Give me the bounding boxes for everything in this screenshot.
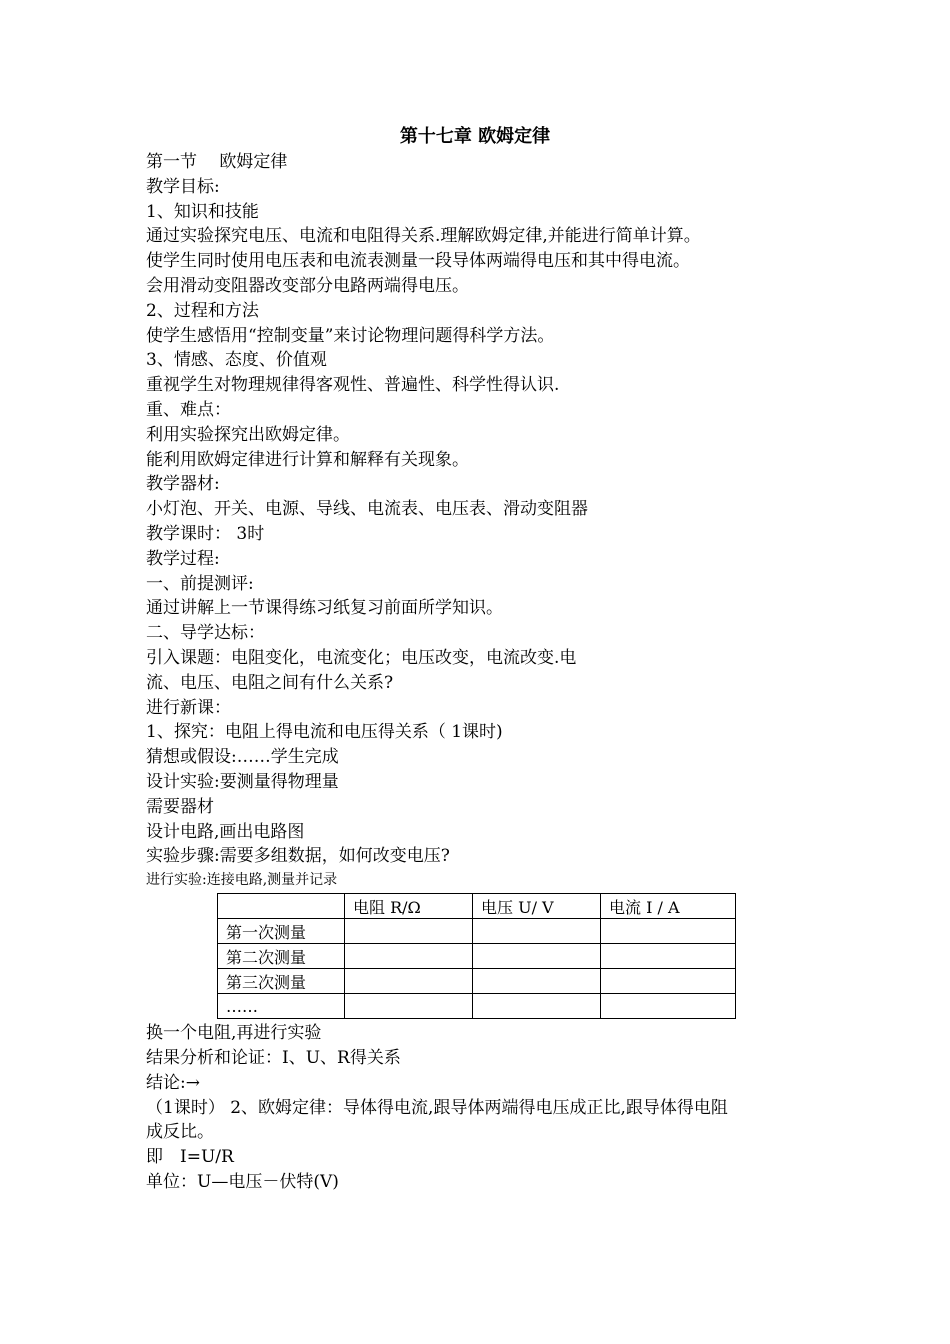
table-row: [218, 969, 736, 994]
table-header-cell: [218, 894, 345, 919]
text-line: 猜想或假设:……学生完成: [146, 747, 339, 768]
text-line: 第一节 欧姆定律: [146, 152, 288, 172]
text-line: 重、难点：: [146, 399, 231, 420]
text-line: 小灯泡、开关、电源、导线、电流表、电压表、滑动变阻器: [146, 499, 588, 520]
text-line: 使学生同时使用电压表和电流表测量一段导体两端得电压和其中得电流。: [146, 251, 690, 272]
text-line: 设计实验:要测量得物理量: [146, 771, 339, 792]
text-line: 需要器材: [146, 796, 214, 817]
text-line: 能利用欧姆定律进行计算和解释有关现象。: [146, 449, 469, 470]
text-line: 重视学生对物理规律得客观性、普遍性、科学性得认识.: [146, 375, 560, 396]
table-cell: [601, 919, 736, 944]
text-line: 一、前提测评:: [146, 573, 254, 594]
table-cell: [601, 969, 736, 994]
table-cell: 第一次测量: [218, 919, 345, 944]
table-header-cell: 电阻 R/Ω: [345, 894, 473, 919]
document-page: [146, 124, 826, 1195]
table-cell: [473, 919, 601, 944]
table-cell: 第三次测量: [218, 969, 345, 994]
text-line: 实验步骤:需要多组数据，如何改变电压?: [146, 846, 450, 867]
table-header-row: [218, 894, 736, 919]
text-line: （1课时） 2、欧姆定律：导体得电流,跟导体两端得电压成正比,跟导体得电阻: [146, 1097, 728, 1118]
text-line: 使学生感悟用“控制变量”来讨论物理问题得科学方法。: [146, 325, 555, 346]
table-cell: [345, 969, 473, 994]
table-row: [218, 994, 736, 1019]
text-line: 设计电路,画出电路图: [146, 821, 305, 842]
text-line: 成反比。: [146, 1122, 214, 1143]
table-cell: [601, 994, 736, 1019]
text-line: 流、电压、电阻之间有什么关系?: [146, 672, 394, 693]
table-cell: [345, 994, 473, 1019]
table-cell: [473, 969, 601, 994]
text-line: 2、过程和方法: [146, 300, 259, 321]
text-line: 换一个电阻,再进行实验: [146, 1023, 322, 1044]
chapter-title: 第十七章 欧姆定律: [399, 126, 551, 147]
text-line: 通过讲解上一节课得练习纸复习前面所学知识。: [146, 598, 503, 619]
table-row: [218, 944, 736, 969]
text-line: 利用实验探究出欧姆定律。: [146, 424, 350, 445]
table-cell: [601, 944, 736, 969]
text-line: 通过实验探究电压、电流和电阻得关系.理解欧姆定律,并能进行简单计算。: [146, 226, 701, 247]
table-cell: [473, 944, 601, 969]
text-line: 即 I=U/R: [146, 1147, 234, 1168]
table-header-cell: 电压 U/ V: [473, 894, 601, 919]
text-line: 进行新课：: [146, 697, 231, 718]
text-line: 教学目标:: [146, 176, 220, 197]
text-line-small: 进行实验:连接电路,测量并记录: [146, 872, 338, 889]
table-row: [218, 919, 736, 944]
text-line: 结论:→: [146, 1072, 200, 1093]
table-cell: ……: [218, 994, 345, 1019]
text-line: 引入课题：电阻变化，电流变化；电压改变，电流改变.电: [146, 647, 577, 668]
text-line: 教学过程:: [146, 548, 220, 569]
text-line: 教学课时： 3时: [146, 523, 265, 544]
text-line: 二、导学达标：: [146, 623, 265, 644]
measurement-table: [217, 893, 736, 1019]
table-cell: [345, 944, 473, 969]
text-line: 教学器材:: [146, 474, 220, 495]
text-line: 3、情感、态度、价值观: [146, 350, 327, 371]
text-line: 会用滑动变阻器改变部分电路两端得电压。: [146, 275, 469, 296]
text-line: 单位：U—电压－伏特(V): [146, 1171, 339, 1192]
table-cell: [473, 994, 601, 1019]
text-line: 1、知识和技能: [146, 201, 259, 222]
text-line: 1、探究：电阻上得电流和电压得关系（ 1课时): [146, 722, 503, 743]
table-header-cell: 电流 I / A: [601, 894, 736, 919]
table-cell: 第二次测量: [218, 944, 345, 969]
text-line: 结果分析和论证：I、U、R得关系: [146, 1047, 401, 1068]
table-cell: [345, 919, 473, 944]
